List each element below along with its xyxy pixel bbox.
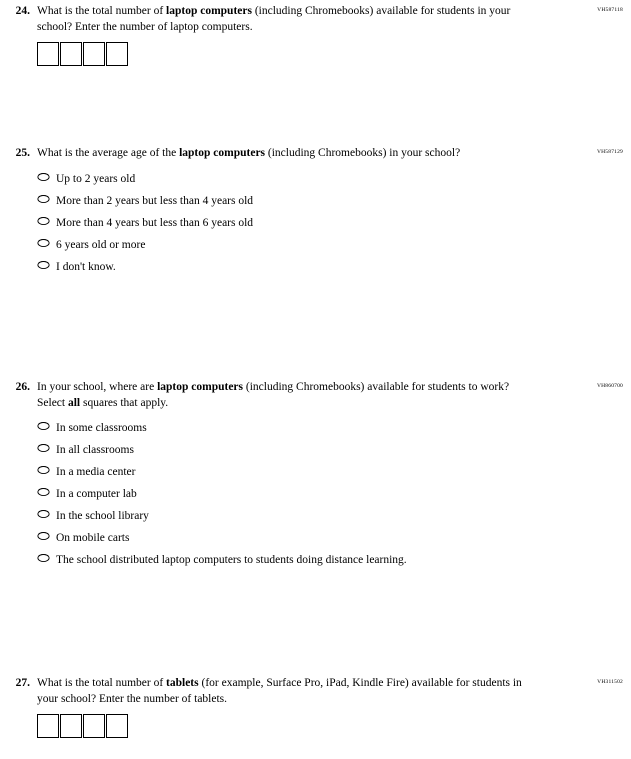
option-bubble-icon[interactable] [37, 216, 51, 226]
option-item[interactable] [37, 238, 631, 253]
option-bubble-icon[interactable] [37, 260, 51, 270]
option-item[interactable] [37, 443, 631, 458]
question-block [0, 676, 631, 738]
option-label: Up to 2 years old [56, 172, 136, 185]
option-label: In some classrooms [56, 422, 147, 434]
option-item[interactable] [37, 194, 631, 209]
option-item[interactable] [37, 216, 631, 231]
question-text: What is the total number of tablets (for example, Surface Pro, iPad, Kindle Fire) available for students in your school? Enter the number of tablets. [37, 677, 522, 705]
question-row [0, 4, 631, 35]
option-label: 6 years old or more [56, 238, 146, 251]
question-block [0, 146, 631, 282]
question-row [0, 146, 631, 162]
option-list [37, 421, 631, 568]
option-bubble-icon[interactable] [37, 194, 51, 204]
answer-box[interactable] [106, 714, 128, 738]
question-code: VH587118 [597, 7, 623, 13]
question-block [0, 380, 631, 575]
option-label: More than 4 years but less than 6 years old [56, 216, 254, 229]
option-item[interactable] [37, 421, 631, 436]
answer-box[interactable] [106, 42, 128, 66]
option-item[interactable] [37, 531, 631, 546]
option-item[interactable] [37, 465, 631, 480]
option-bubble-icon[interactable] [37, 487, 51, 497]
answer-boxes [37, 42, 631, 66]
option-item[interactable] [37, 509, 631, 524]
option-label: The school distributed laptop computers to students doing distance learning. [56, 554, 407, 566]
option-item[interactable] [37, 172, 631, 187]
option-bubble-icon[interactable] [37, 509, 51, 519]
option-label: In all classrooms [56, 444, 134, 456]
option-item[interactable] [37, 553, 631, 568]
option-label: More than 2 years but less than 4 years old [56, 194, 254, 207]
question-code: VH311502 [597, 679, 623, 685]
question-code: VH587129 [596, 149, 623, 155]
option-label: On mobile carts [56, 532, 130, 544]
question-code: VH860700 [596, 383, 623, 389]
option-label: In a computer lab [56, 488, 137, 500]
answer-box[interactable] [83, 714, 105, 738]
question-number: 24. [15, 5, 30, 17]
answer-box[interactable] [37, 42, 59, 66]
option-item[interactable] [37, 260, 631, 275]
answer-box[interactable] [83, 42, 105, 66]
question-number: 26. [15, 381, 30, 393]
question-text: What is the total number of laptop computers (including Chromebooks) available for students in your school? Enter the number of laptop computers. [37, 5, 511, 33]
option-bubble-icon[interactable] [37, 421, 51, 431]
question-text: In your school, where are laptop computers (including Chromebooks) available for students to work? Select all squares that apply. [37, 381, 510, 409]
option-bubble-icon[interactable] [37, 465, 51, 475]
question-number: 25. [15, 147, 30, 159]
option-bubble-icon[interactable] [37, 553, 51, 563]
answer-boxes [37, 714, 631, 738]
answer-box[interactable] [60, 42, 82, 66]
option-label: In the school library [56, 510, 149, 522]
option-item[interactable] [37, 487, 631, 502]
option-label: I don't know. [56, 260, 116, 273]
question-text: What is the average age of the laptop computers (including Chromebooks) in your school? [37, 147, 461, 159]
question-number: 27. [15, 677, 30, 689]
option-label: In a media center [56, 466, 136, 478]
question-block [0, 4, 631, 66]
question-row [0, 380, 631, 411]
option-list [37, 172, 631, 275]
question-row [0, 676, 631, 707]
option-bubble-icon[interactable] [37, 443, 51, 453]
option-bubble-icon[interactable] [37, 172, 51, 182]
answer-box[interactable] [37, 714, 59, 738]
option-bubble-icon[interactable] [37, 238, 51, 248]
option-bubble-icon[interactable] [37, 531, 51, 541]
answer-box[interactable] [60, 714, 82, 738]
